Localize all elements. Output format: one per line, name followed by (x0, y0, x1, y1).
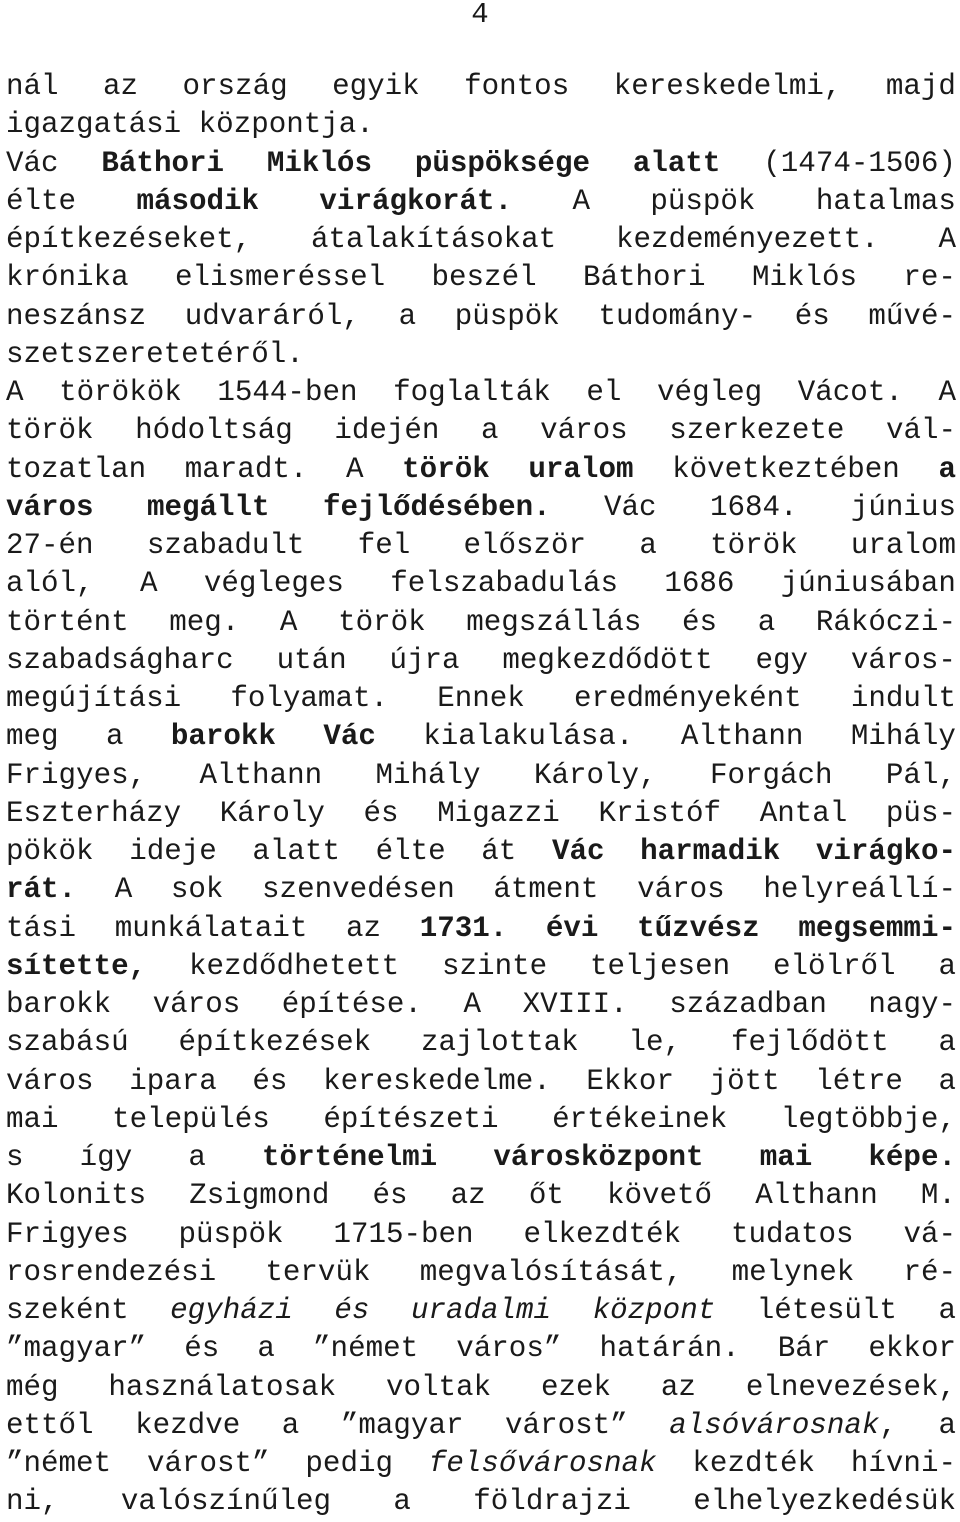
word: alsóvárosnak, (669, 1408, 897, 1442)
word: elnevezések, (745, 1370, 956, 1404)
word: történelmi (262, 1141, 438, 1174)
word: Károly (219, 796, 325, 830)
word: A (279, 605, 298, 639)
word: mai (6, 1102, 59, 1136)
word: és (252, 1064, 288, 1098)
word: elismeréssel (174, 261, 386, 295)
word: és (334, 1294, 370, 1327)
word: uralom (850, 529, 956, 562)
text-line (6, 757, 956, 795)
word: Károly, (533, 758, 657, 792)
text-line (6, 680, 956, 718)
word: ni, (6, 1485, 59, 1519)
word: megállt (146, 490, 270, 524)
text-line (6, 871, 956, 909)
word: ezek (540, 1370, 612, 1404)
word: alól, (6, 567, 94, 601)
text-line (6, 451, 956, 489)
word: és (794, 299, 830, 333)
word: harmadik (640, 835, 781, 868)
word: Bár (777, 1332, 831, 1366)
word: egy (755, 643, 808, 677)
text-line (6, 374, 956, 412)
text-line (6, 145, 956, 183)
word: szenvedésen (262, 873, 455, 907)
word: maradt. (184, 452, 308, 486)
word: török (338, 605, 426, 639)
word: ipara (129, 1064, 217, 1098)
word: Pál, (885, 758, 956, 792)
word: után (276, 643, 347, 677)
word: város- (850, 643, 956, 677)
word: még (6, 1370, 59, 1404)
word: tozatlan (6, 452, 147, 486)
word: tudomány- (598, 299, 757, 333)
word: és (372, 1179, 408, 1213)
word: a (938, 452, 956, 486)
word: alatt (252, 835, 340, 868)
word: egyik (332, 70, 420, 103)
word: eredményeként (573, 682, 802, 715)
word: meg (6, 720, 59, 754)
word: kereskedelme. (323, 1064, 551, 1098)
word: átalakításokat (310, 223, 557, 256)
word: nál (6, 70, 59, 103)
word: A (463, 988, 481, 1021)
word: és (682, 605, 718, 639)
word: ”magyar” (6, 1332, 147, 1366)
word: barokk (170, 720, 276, 754)
word: város (540, 414, 628, 448)
word: építészeti (323, 1102, 499, 1136)
word: város (6, 490, 94, 524)
word: az (346, 911, 382, 945)
text-line (6, 1330, 956, 1368)
word: júniusában (780, 567, 956, 601)
text-line (6, 795, 956, 833)
word: Vác (6, 146, 59, 180)
word: melynek (731, 1255, 855, 1289)
word: folyamat. (230, 682, 388, 715)
word: ”német (6, 1447, 112, 1480)
word: A (572, 184, 590, 218)
word: M. (920, 1179, 956, 1213)
word: a (105, 720, 124, 754)
text-line (6, 642, 956, 680)
word: végleg (657, 376, 763, 409)
word: helyreállí- (763, 873, 956, 907)
word: 1544-ben (217, 376, 358, 409)
word: A (346, 452, 364, 486)
word: megkezdődött (502, 643, 713, 677)
text-line (6, 527, 956, 565)
text-line (6, 565, 956, 603)
text-line (6, 986, 956, 1024)
word: meg. (169, 605, 240, 639)
word: az (103, 70, 139, 103)
text-line (6, 833, 956, 871)
word: városközpont (493, 1141, 704, 1174)
word: ettől (6, 1408, 94, 1442)
word: püspök (454, 299, 560, 333)
word: át (481, 835, 517, 868)
word: fontos (464, 70, 570, 103)
text-line (6, 68, 956, 106)
word: a (281, 1408, 300, 1442)
word: a (938, 949, 956, 983)
word: Althann (199, 758, 323, 792)
word: ideje (129, 835, 217, 868)
word: században (669, 988, 827, 1021)
word: város (152, 988, 241, 1021)
word: A (6, 376, 24, 409)
word: elhelyezkedésük (693, 1485, 956, 1519)
word: püspök (178, 1217, 284, 1251)
word: A (938, 223, 956, 256)
word: felszabadulás (390, 567, 618, 601)
word: sítette, (6, 949, 147, 983)
word: Kolonits (6, 1179, 147, 1213)
word: Miklós (751, 261, 858, 295)
word: török (6, 414, 94, 448)
word: Eszterházy (6, 796, 182, 830)
word: szabású (6, 1026, 129, 1060)
word: a (938, 1026, 956, 1060)
word: és (363, 796, 399, 830)
word: a (398, 299, 417, 333)
word: ekkor (868, 1332, 956, 1366)
word: újra (389, 643, 460, 677)
word: igazgatási (6, 108, 182, 142)
word: az (660, 1370, 696, 1404)
text-line (6, 489, 956, 527)
word: virágkorát. (319, 184, 513, 218)
word: élte (6, 184, 77, 218)
text-line (6, 910, 956, 948)
word: neszánsz (6, 299, 147, 333)
word: Migazzi (437, 796, 560, 830)
text-line (6, 1483, 956, 1521)
word: alatt (632, 146, 721, 180)
word: őt (528, 1179, 564, 1213)
word: művé- (868, 299, 956, 333)
text-line (6, 259, 956, 297)
word: szabadult (146, 529, 305, 562)
word: s (6, 1141, 24, 1174)
word: ”magyar (340, 1408, 464, 1442)
word: második (136, 184, 260, 218)
word: voltak (386, 1370, 492, 1404)
word: valószínűleg (120, 1485, 332, 1519)
word: hívni- (850, 1447, 956, 1480)
word: A (114, 873, 133, 907)
word: a (639, 529, 657, 562)
word: átment (493, 873, 599, 907)
body-text (6, 68, 956, 1522)
word: értékeinek (552, 1102, 728, 1136)
word: a (938, 1294, 956, 1327)
word: használatosak (108, 1370, 337, 1404)
text-line (6, 1407, 956, 1445)
word: város” (456, 1332, 562, 1366)
text-line (6, 221, 956, 259)
word: megsemmi- (798, 911, 956, 945)
word: központja. (198, 108, 374, 142)
word: és (184, 1332, 220, 1366)
word: létre (815, 1064, 903, 1098)
word: foglalták (393, 376, 551, 409)
text-line (6, 1445, 956, 1483)
word: szeként (6, 1294, 129, 1327)
word: A (938, 376, 956, 409)
text-line (6, 1369, 956, 1407)
word: török (710, 529, 798, 562)
word: idején (334, 414, 440, 448)
word: sok (170, 873, 224, 907)
word: püs- (885, 796, 956, 830)
word: el (586, 376, 622, 409)
text-line (6, 1063, 956, 1101)
word: történt (6, 605, 129, 639)
word: Mihály (850, 720, 956, 754)
word: a (393, 1485, 411, 1519)
word: szetszeretetéről. (6, 337, 304, 371)
word: határán. (599, 1332, 740, 1366)
word: 1715-ben (333, 1217, 474, 1251)
word: Frigyes, (6, 758, 147, 792)
word: Báthori (101, 146, 225, 180)
word: Vác (323, 720, 376, 754)
word: Forgách (709, 758, 833, 792)
word: mai (759, 1141, 813, 1174)
word: Rákóczi- (815, 605, 956, 639)
word: évi (545, 911, 599, 945)
word: megújítási (6, 682, 182, 715)
word: virágko- (815, 835, 956, 868)
word: június (850, 490, 956, 524)
word: szabadságharc (6, 643, 234, 677)
word: tervük (265, 1255, 371, 1289)
page-number: 4 (471, 0, 489, 31)
text-line (6, 1101, 956, 1139)
word: krónika (6, 261, 129, 295)
word: XVIII. (522, 988, 628, 1021)
word: központ (592, 1294, 716, 1327)
text-line (6, 948, 956, 986)
word: 1686 (664, 567, 735, 601)
word: uradalmi (410, 1294, 552, 1327)
word: kezdeményezett. (615, 223, 879, 256)
word: legtöbbje, (780, 1102, 956, 1136)
word: zajlottak (421, 1026, 579, 1060)
word: várost” (505, 1408, 628, 1442)
word: Althann (680, 720, 804, 754)
word: Vácot. (797, 376, 903, 409)
word: vá- (903, 1217, 956, 1251)
word: elkezdték (523, 1217, 682, 1251)
word: Antal (759, 796, 848, 830)
word: Ennek (437, 682, 525, 715)
word: tási (6, 911, 77, 945)
word: várost” (146, 1447, 270, 1480)
text-line (6, 106, 956, 144)
word: 1684. (709, 490, 798, 524)
word: 27-én (6, 529, 94, 562)
text-line (6, 298, 956, 336)
word: fejlődésében. (322, 490, 551, 524)
word: beszél (431, 261, 537, 295)
word: kezdve (135, 1408, 241, 1442)
word: uralom (528, 452, 634, 486)
word: rát. (6, 873, 77, 907)
text-line (6, 1292, 956, 1330)
word: püspöksége (414, 146, 590, 180)
word: a (938, 1408, 956, 1442)
word: Vác (551, 835, 605, 868)
word: képe. (868, 1141, 956, 1174)
word: szerkezete (669, 414, 845, 448)
word: hatalmas (815, 184, 956, 218)
word: kialakulása. (423, 720, 634, 754)
word: a (757, 605, 776, 639)
word: élte (375, 835, 446, 868)
word: ország (182, 70, 288, 103)
word: ”német (313, 1332, 419, 1366)
word: Kristóf (598, 796, 722, 830)
word: A (139, 567, 158, 601)
word: kezdték (692, 1447, 816, 1480)
text-line (6, 183, 956, 221)
word: munkálatait (114, 911, 308, 945)
word: udvaráról, (184, 299, 360, 333)
word: építése. (281, 988, 422, 1021)
word: pökök (6, 835, 94, 868)
word: tűzvész (637, 911, 760, 945)
word: majd (885, 70, 956, 103)
word: földrajzi (473, 1485, 631, 1519)
word: város (6, 1064, 94, 1098)
word: ré- (903, 1255, 956, 1289)
word: fel (357, 529, 411, 562)
word: vál- (885, 414, 956, 448)
text-line (6, 1177, 956, 1215)
word: így (79, 1141, 133, 1174)
word: tudatos (730, 1217, 854, 1251)
word: elölről (772, 949, 896, 983)
word: török (402, 452, 490, 486)
word: végleges (203, 567, 344, 601)
word: indult (850, 682, 956, 715)
word: megszállás (466, 605, 642, 639)
word: fejlődött (730, 1026, 889, 1060)
word: építkezések (178, 1026, 372, 1060)
word: püspök (650, 184, 756, 218)
text-line (6, 1139, 956, 1177)
word: nagy- (868, 988, 956, 1021)
word: a (481, 414, 499, 448)
word: következtében (672, 452, 900, 486)
word: hódoltság (135, 414, 293, 448)
word: szinte (442, 949, 548, 983)
word: Miklós (266, 146, 372, 180)
word: Zsigmond (189, 1179, 330, 1213)
word: jött (709, 1064, 780, 1098)
word: város (637, 873, 725, 907)
word: felsővárosnak (428, 1447, 657, 1480)
word: Mihály (375, 758, 481, 792)
word: kezdődhetett (188, 949, 400, 983)
word: törökök (59, 376, 182, 409)
word: megvalósítását, (419, 1255, 683, 1289)
word: Báthori (582, 261, 706, 295)
word: a (257, 1332, 275, 1366)
text-line (6, 1216, 956, 1254)
word: Ekkor (586, 1064, 674, 1098)
text-line (6, 412, 956, 450)
word: 1731. (419, 911, 508, 945)
word: építkezéseket, (6, 223, 252, 256)
word: teljesen (589, 949, 731, 983)
word: a (938, 1064, 956, 1098)
text-line (6, 718, 956, 756)
word: település (112, 1102, 270, 1136)
text-line (6, 1024, 956, 1062)
word: re- (903, 261, 956, 295)
word: Althann (755, 1179, 878, 1213)
text-line (6, 1254, 956, 1292)
word: a (188, 1141, 206, 1174)
text-line (6, 604, 956, 642)
word: kereskedelmi, (613, 70, 842, 103)
word: létesült (756, 1294, 897, 1327)
word: az (450, 1179, 486, 1213)
word: Frigyes (6, 1217, 129, 1251)
word: pedig (305, 1447, 393, 1480)
word: le, (628, 1026, 682, 1060)
word: először (463, 529, 587, 562)
word: követő (606, 1179, 713, 1213)
word: egyházi (170, 1294, 293, 1327)
word: barokk (6, 988, 112, 1021)
word: rosrendezési (6, 1255, 217, 1289)
word: (1474-1506) (763, 146, 956, 180)
text-line (6, 336, 956, 374)
word: Vác (604, 490, 657, 524)
